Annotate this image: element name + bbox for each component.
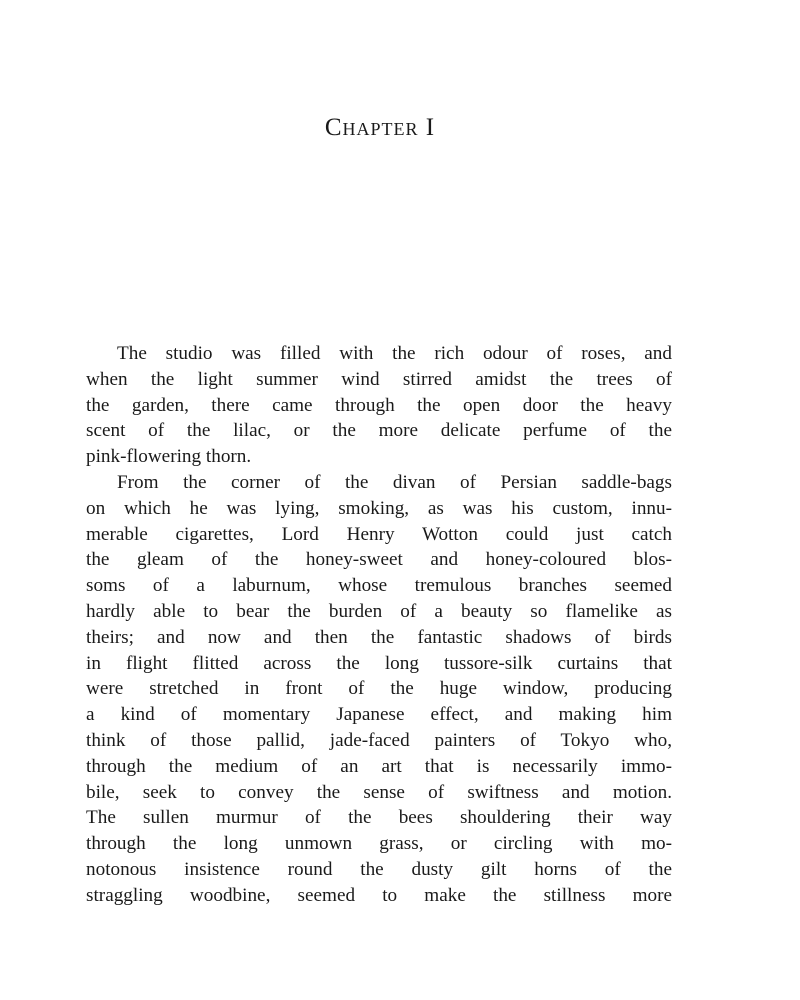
text-line: scent of the lilac, or the more delicate perfume of the	[86, 420, 672, 442]
paragraph-1	[86, 341, 672, 470]
text-line: were stretched in front of the huge window, producing	[86, 678, 672, 700]
text-line: pink-flowering thorn.	[86, 446, 252, 468]
text-line: soms of a laburnum, whose tremulous branches seemed	[86, 575, 672, 597]
text-line: theirs; and now and then the fantastic shadows of birds	[86, 626, 672, 648]
text-line: From the corner of the divan of Persian saddle-bags	[117, 471, 672, 493]
text-line: The studio was filled with the rich odour of roses, and	[117, 343, 672, 364]
text-line: a kind of momentary Japanese effect, and making him	[86, 704, 672, 726]
chapter-heading	[0, 110, 760, 146]
chapter-number: I	[425, 114, 436, 141]
chapter-body	[86, 341, 672, 909]
text-line: The sullen murmur of the bees shouldering their way	[86, 807, 672, 829]
paragraph-2	[86, 470, 672, 909]
text-line: the gleam of the honey-sweet and honey-coloured blos-	[86, 549, 672, 571]
text-line: when the light summer wind stirred amidst the trees of	[86, 368, 672, 390]
text-line: straggling woodbine, seemed to make the stillness more	[86, 884, 672, 906]
text-line: notonous insistence round the dusty gilt horns of the	[86, 858, 672, 880]
text-line: think of those pallid, jade-faced painters of Tokyo who,	[86, 729, 672, 751]
text-line: hardly able to bear the burden of a beauty so flamelike as	[86, 600, 672, 622]
text-line: through the long unmown grass, or circling with mo-	[86, 833, 672, 855]
text-line: merable cigarettes, Lord Henry Wotton could just catch	[86, 523, 672, 545]
chapter-label: Chapter	[324, 114, 419, 141]
text-line: bile, seek to convey the sense of swiftness and motion.	[86, 781, 672, 803]
text-line: through the medium of an art that is necessarily immo-	[86, 755, 672, 777]
text-line: on which he was lying, smoking, as was his custom, innu-	[86, 497, 672, 519]
text-line: the garden, there came through the open door the heavy	[86, 394, 672, 416]
text-line: in flight flitted across the long tussore-silk curtains that	[86, 652, 672, 674]
